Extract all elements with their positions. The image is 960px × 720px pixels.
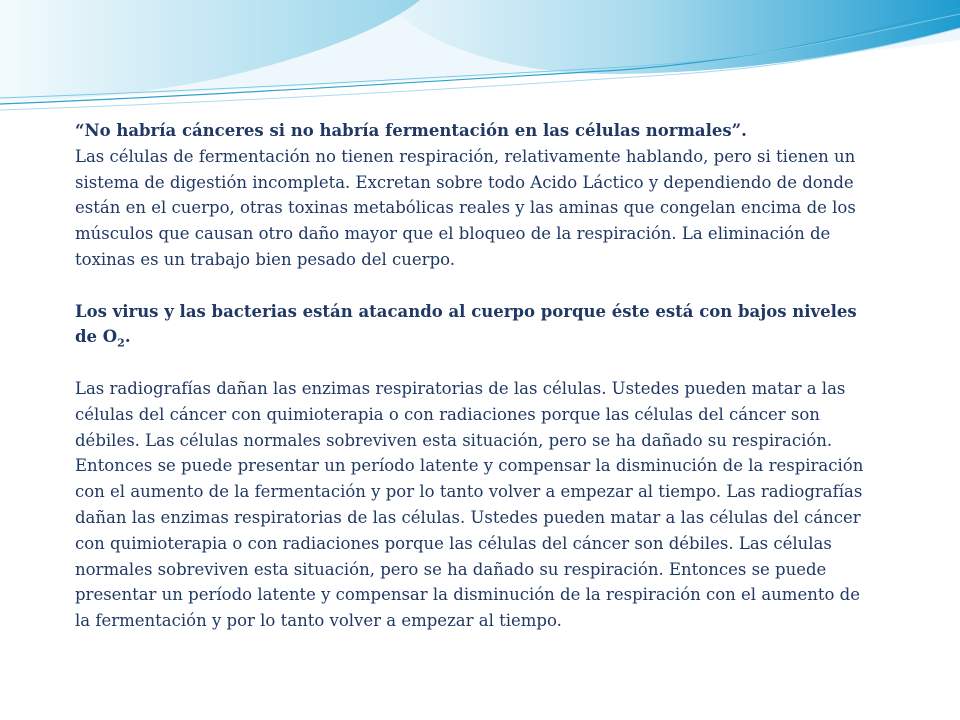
bold-statement (75, 299, 875, 351)
quote-heading: “No habría cánceres si no habría fermentación en las células normales”. (75, 121, 747, 140)
paragraph-fermentation: Las células de fermentación no tienen respiración, relativamente hablando, pero si tienen un sistema de digestión incompleta. Excretan sobre todo Acido Láctico y dependiendo de donde están en el cuerpo, otras toxinas metabólicas reales y las aminas que congelan encima de los músculos que causan otro daño mayor que el bloqueo de la respiración. La eliminación de toxinas es un trabajo bien pesado del cuerpo. (75, 146, 856, 269)
oxygen-subscript: 2 (117, 336, 125, 350)
spacer (75, 350, 875, 376)
header-wave-decoration (0, 0, 960, 120)
bold-statement-period: . (124, 327, 131, 347)
spacer (75, 273, 875, 299)
paragraph-radiography: Las radiografías dañan las enzimas respiratorias de las células. Ustedes pueden matar a las células del cáncer con quimioterapia o con radiaciones porque las células del cáncer son débiles. Las células normales sobreviven esta situación, pero se ha dañado su respiración. Entonces se puede presentar un período latente y compensar la disminución de la respiración con el aumento de la fermentación y por lo tanto volver a empezar al tiempo. Las radiografías dañan las enzimas respiratorias de las células. Ustedes pueden matar a las células del cáncer con quimioterapia o con radiaciones porque las células del cáncer son débiles. Las células normales sobreviven esta situación, pero se ha dañado su respiración. Entonces se puede presentar un período latente y compensar la disminución de la respiración con el aumento de la fermentación y por lo tanto volver a empezar al tiempo. (75, 378, 864, 631)
bold-statement-text: Los virus y las bacterias están atacando al cuerpo porque éste está con bajos niveles de O (75, 301, 857, 347)
slide-body (75, 118, 875, 634)
